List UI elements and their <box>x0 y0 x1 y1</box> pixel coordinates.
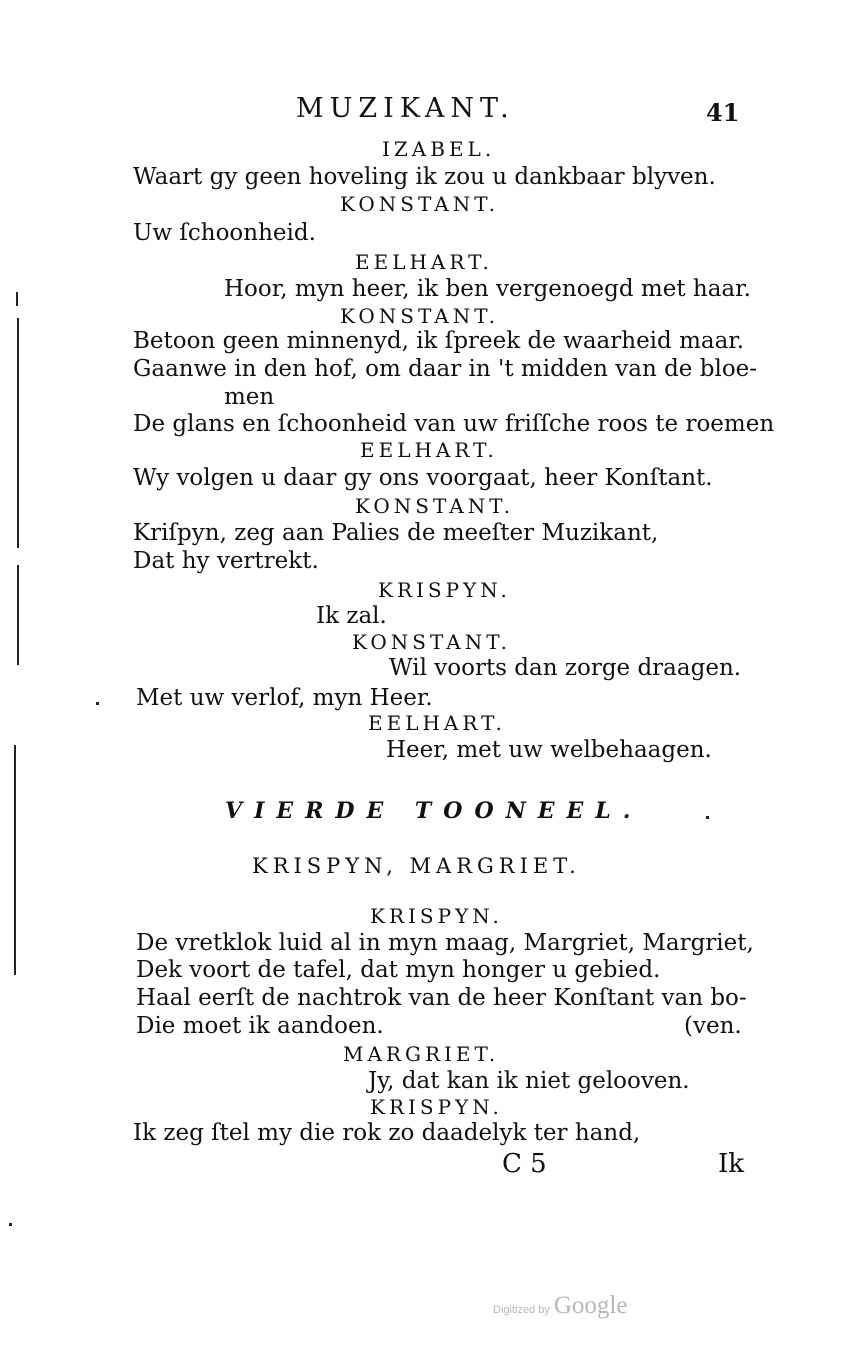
verse-line: Waart gy geen hoveling ik zou u dankbaar blyven. <box>133 164 716 190</box>
verse-line: De glans en ſchoonheid van uw friſſche roos te roemen <box>133 411 775 437</box>
verse-line: Die moet ik aandoen. <box>136 1013 384 1039</box>
verse-line: Ik zeg ſtel my die rok zo daadelyk ter hand, <box>133 1120 641 1146</box>
verse-line: Wil voorts dan zorge draagen. <box>389 655 742 681</box>
verse-line: Betoon geen minnenyd, ik ſpreek de waarheid maar. <box>133 328 745 354</box>
scene-heading: VIERDE TOONEEL. <box>225 798 643 824</box>
speaker-konstant: KONSTANT. <box>340 192 499 216</box>
scan-mark <box>706 816 709 819</box>
scan-mark <box>16 292 18 306</box>
verse-line: Gaanwe in den hof, om daar in 't midden van de bloe- <box>133 356 758 382</box>
scan-mark <box>14 745 16 975</box>
verse-line: Dat hy vertrekt. <box>133 548 319 574</box>
speaker-konstant: KONSTANT. <box>352 630 511 654</box>
verse-line: Ik zal. <box>316 603 387 629</box>
scene-characters: KRISPYN, MARGRIET. <box>252 854 581 878</box>
verse-line: Met uw verlof, myn Heer. <box>136 685 433 711</box>
speaker-krispyn: KRISPYN. <box>370 904 503 928</box>
verse-line: Heer, met uw welbehaagen. <box>386 737 712 763</box>
speaker-eelhart: EELHART. <box>360 438 498 462</box>
running-head: MUZIKANT. <box>296 93 515 124</box>
page-number: 41 <box>706 98 740 127</box>
scan-mark <box>17 565 19 665</box>
verse-line-turnover: (ven. <box>684 1013 742 1039</box>
verse-line: Kriſpyn, zeg aan Palies de meeſter Muzikant, <box>133 520 659 546</box>
speaker-eelhart: EELHART. <box>355 250 493 274</box>
speaker-eelhart: EELHART. <box>368 711 506 735</box>
verse-line: men <box>224 384 275 410</box>
verse-line: Hoor, myn heer, ik ben vergenoegd met haar. <box>224 276 751 302</box>
verse-line: Jy, dat kan ik niet gelooven. <box>368 1068 690 1094</box>
speaker-konstant: KONSTANT. <box>355 494 514 518</box>
digitized-watermark <box>493 1292 627 1320</box>
verse-line: Haal eerſt de nachtrok van de heer Konſtant van bo- <box>136 985 747 1011</box>
watermark-prefix: Digitized by <box>493 1304 550 1316</box>
scan-mark <box>17 318 19 548</box>
catchword: Ik <box>718 1149 745 1179</box>
speaker-margriet: MARGRIET. <box>343 1042 500 1066</box>
speaker-krispyn: KRISPYN. <box>378 578 511 602</box>
verse-line: Dek voort de tafel, dat myn honger u gebied. <box>136 957 661 983</box>
scan-mark <box>96 702 99 705</box>
speaker-krispyn: KRISPYN. <box>370 1095 503 1119</box>
verse-line: De vretklok luid al in myn maag, Margriet, Margriet, <box>136 930 754 956</box>
scan-mark <box>9 1223 12 1226</box>
speaker-izabel: IZABEL. <box>382 137 496 161</box>
verse-line: Uw ſchoonheid. <box>133 220 316 246</box>
google-logo: Google <box>553 1292 628 1319</box>
verse-line: Wy volgen u daar gy ons voorgaat, heer Konſtant. <box>133 465 713 491</box>
signature-mark: C 5 <box>502 1149 547 1179</box>
speaker-konstant: KONSTANT. <box>340 304 499 328</box>
